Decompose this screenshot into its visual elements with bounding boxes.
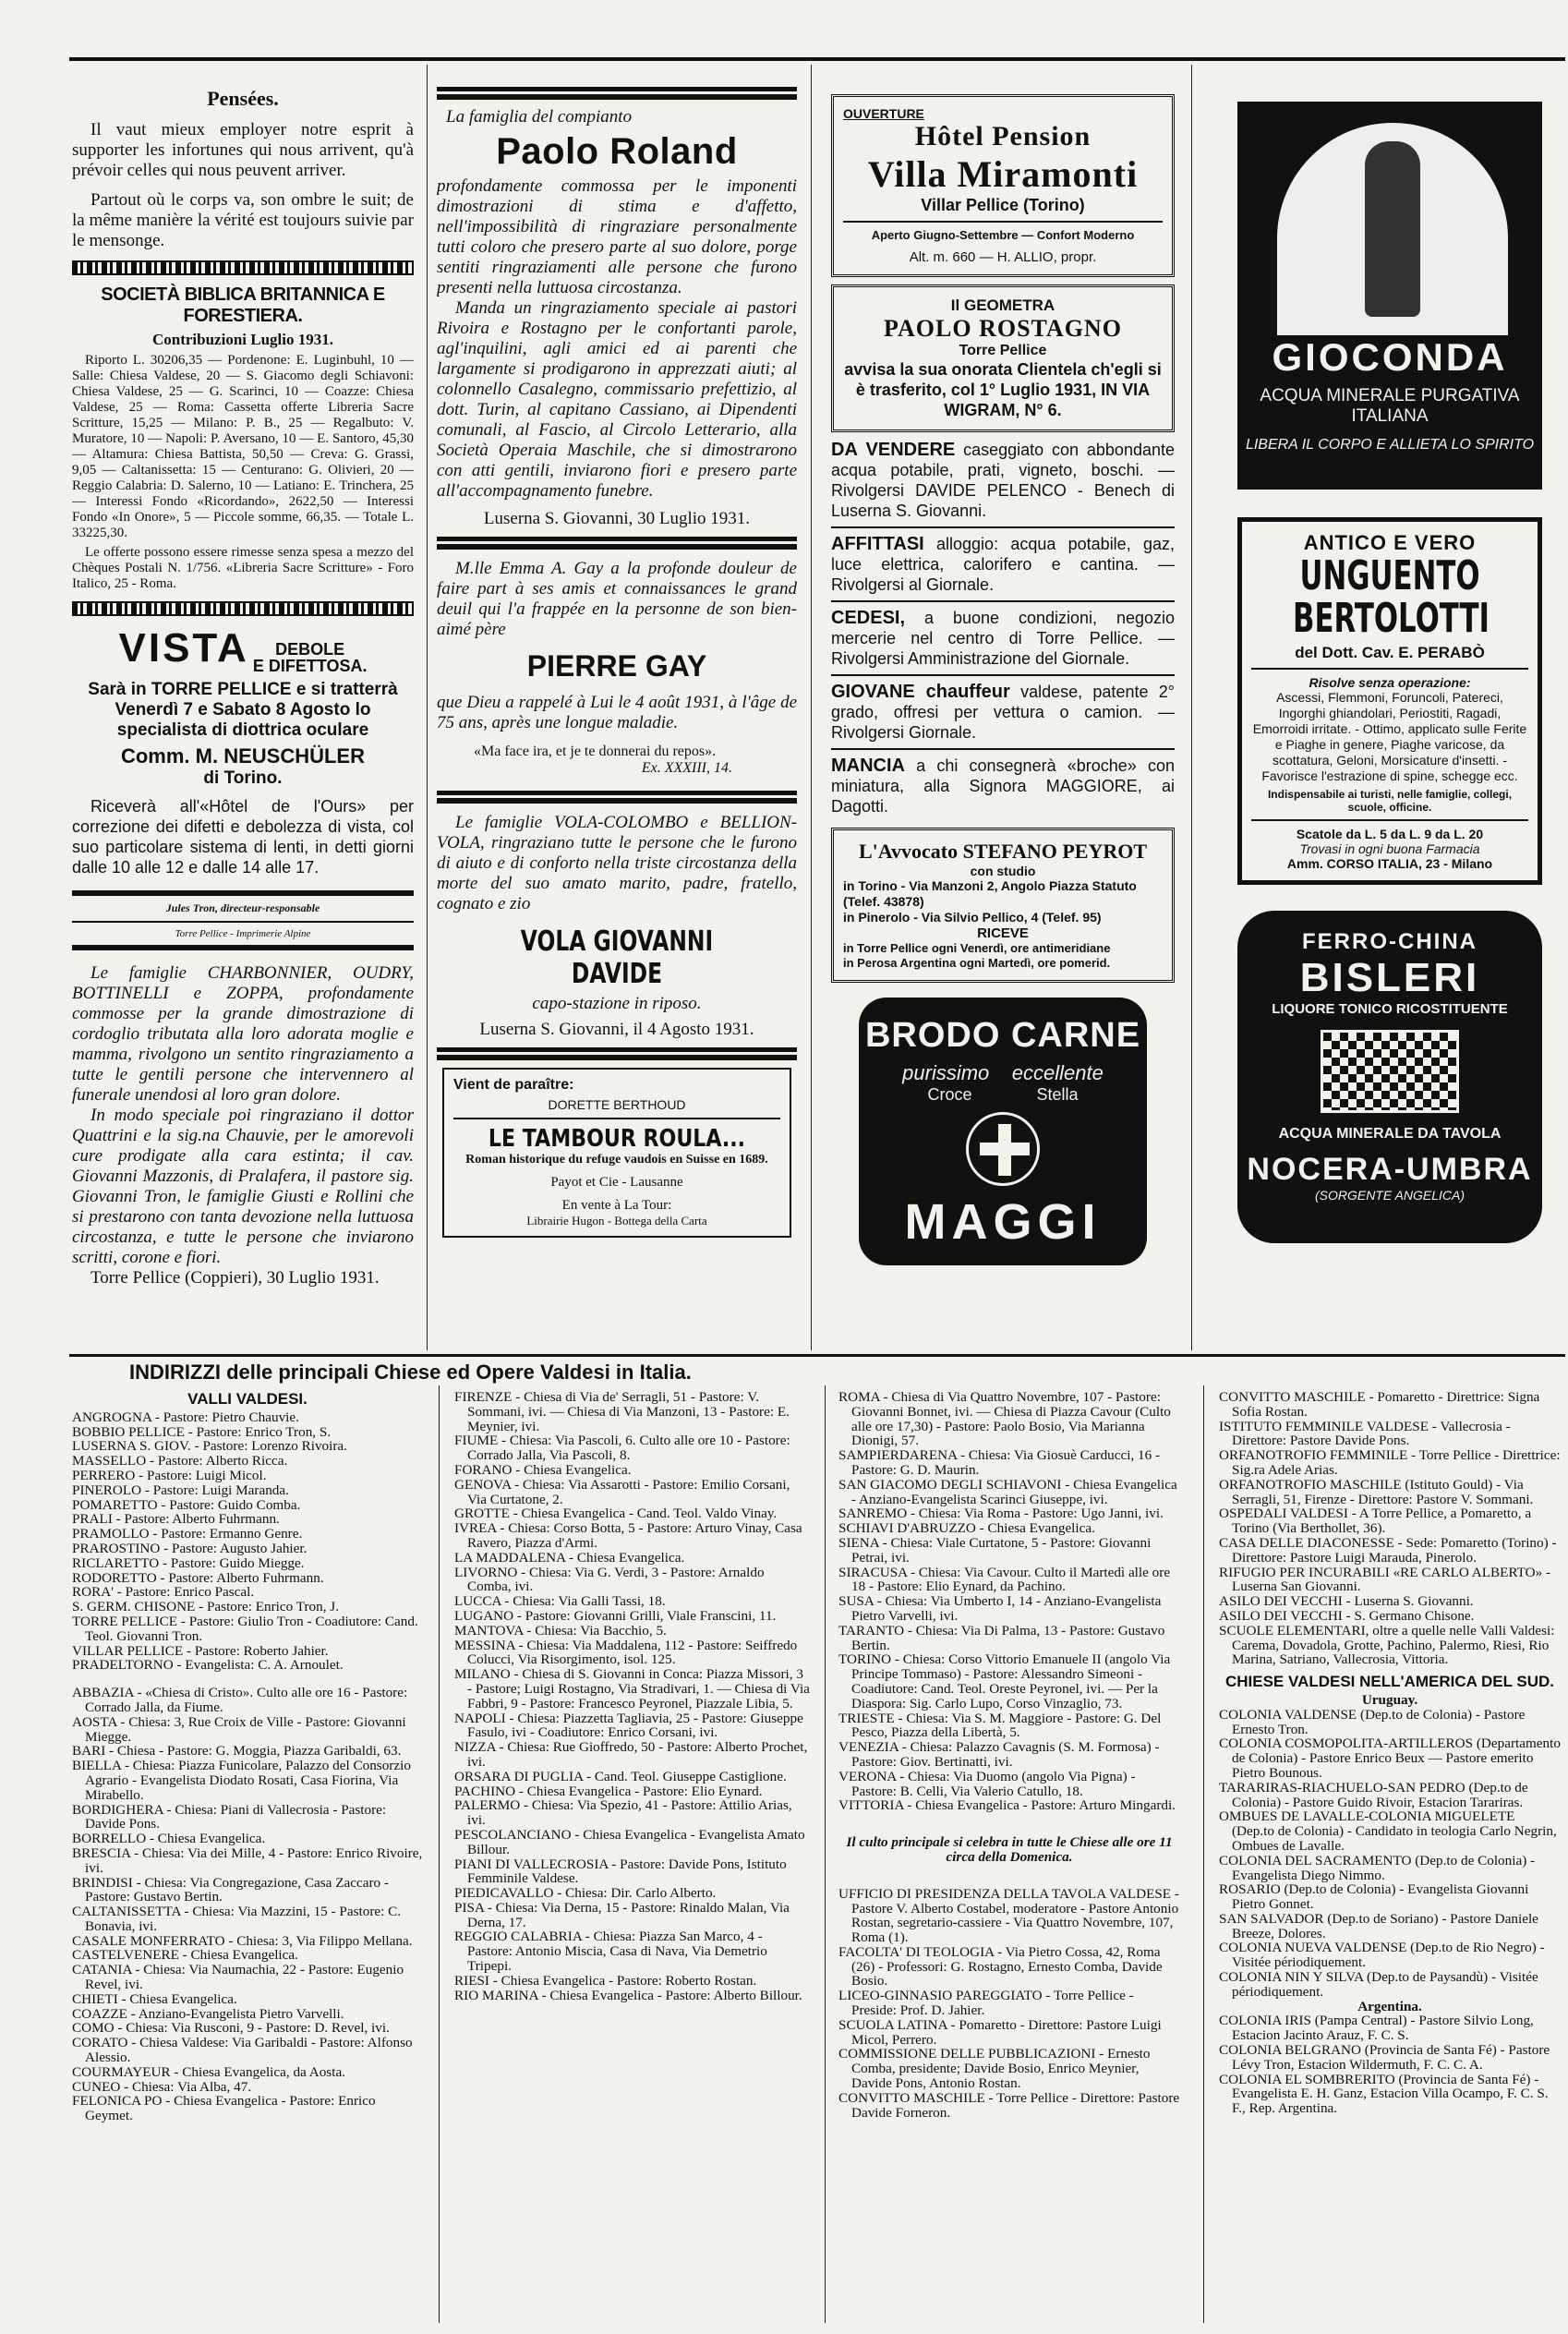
column-divider bbox=[811, 65, 812, 1350]
column-divider bbox=[427, 65, 428, 1350]
directory-entry: POMARETTO - Pastore: Guido Comba. bbox=[72, 1496, 301, 1513]
directory-entry: CATANIA - Chiesa: Via Naumachia, 22 - Pastore: Eugenio Revel, ivi. bbox=[72, 1962, 404, 1993]
directory-entry: MESSINA - Chiesa: Via Maddalena, 112 - Pastore: Seiffredo Colucci, Via Risorgimento, isol. 125. bbox=[454, 1637, 798, 1668]
directory-entry: VERONA - Chiesa: Via Duomo (angolo Via Pigna) - Pastore: B. Celli, Via Valerio Catullo, 18. bbox=[838, 1768, 1136, 1799]
maggi-logo: MAGGI bbox=[904, 1194, 1102, 1250]
vista-heading bbox=[72, 625, 414, 674]
directory-entry: PERRERO - Pastore: Luigi Micol. bbox=[72, 1467, 267, 1483]
vista-text: Sarà in TORRE PELLICE e si tratterrà Venerdì 7 e Sabato 8 Agosto lo specialista di diottrica oculare bbox=[88, 680, 398, 741]
lawyer-address: in Torino - Via Manzoni 2, Angolo Piazza Statuto (Telef. 43878) bbox=[843, 878, 1137, 909]
pensees-paragraph: Partout où le corps va, son ombre le suit; de la même manière la vérité est toujours suivie par le mensonge. bbox=[72, 190, 414, 250]
directory-entry: FIUME - Chiesa: Via Pascoli, 6. Culto alle ore 10 - Pastore: Corrado Jalla, Via Pascoli, 8. bbox=[454, 1433, 790, 1464]
vista-title: VISTA bbox=[118, 625, 249, 671]
directory-entry: LIVORNO - Chiesa: Via G. Verdi, 3 - Pastore: Arnaldo Comba, ivi. bbox=[454, 1564, 765, 1595]
ad-text: caseggiato con abbondante acqua potabile, prati, vigneto, boschi. — Rivolgersi DAVIDE PELENCO - Benech di Luserna S. Giovanni. bbox=[831, 441, 1175, 520]
gay-text: M.lle Emma A. Gay a la profonde douleur de faire part à ses amis et connaissances le grand deuil qui l'a frappée en la personne de son bien-aimé père bbox=[437, 559, 797, 639]
directory-entry: PISA - Chiesa: Via Derna, 15 - Pastore: Rinaldo Malan, Via Derna, 17. bbox=[454, 1899, 790, 1930]
ad-heading: GIOVANE chauffeur bbox=[831, 682, 1010, 702]
directory-entry: SIENA - Chiesa: Viale Curtatone, 5 - Pastore: Giovanni Petrai, ivi. bbox=[838, 1534, 1152, 1566]
column-3 bbox=[831, 74, 1175, 1348]
directory-entry: LICEO-GINNASIO PAREGGIATO - Torre Pellice - Preside: Prof. D. Jahier. bbox=[838, 1988, 1134, 2019]
thanks-notice: Le famiglie CHARBONNIER, OUDRY, BOTTINELLI e ZOPPA, profondamente commosse per la grande dimostrazione di cordoglio tributata alla loro adorata moglie e mamma, rivolgono un sentito ringraziamento a tutte le gentili persone che intervennero al funerale unendosi al loro gran dolore. bbox=[72, 963, 414, 1106]
hotel-location: Villar Pellice (Torino) bbox=[921, 196, 1085, 214]
directory-entry: ISTITUTO FEMMINILE VALDESE - Vallecrosia - Direttore: Pastore Davide Pons. bbox=[1219, 1418, 1511, 1449]
directory-entry: RIFUGIO PER INCURABILI «RE CARLO ALBERTO» - Luserna San Giovanni. bbox=[1219, 1564, 1551, 1595]
church-list bbox=[1219, 1708, 1561, 2000]
roland-signature: Luserna S. Giovanni, 30 Luglio 1931. bbox=[483, 509, 751, 528]
directory-entry: VENEZIA - Chiesa: Palazzo Cavagnis (S. M. Formosa) - Pastore: Giov. Bertinatti, ivi. bbox=[838, 1739, 1160, 1770]
rule bbox=[1251, 819, 1528, 821]
maggi-stella: Stella bbox=[1036, 1085, 1079, 1104]
directory-entry: GROTTE - Chiesa Evangelica - Cand. Teol. Valdo Vinay. bbox=[454, 1506, 778, 1522]
rule bbox=[843, 221, 1163, 223]
directory-entry: SAN SALVADOR (Dep.to de Soriano) - Pastore Daniele Breeze, Dolores. bbox=[1219, 1910, 1538, 1941]
bisleri-sorgente: (SORGENTE ANGELICA) bbox=[1314, 1188, 1465, 1203]
bisleri-nocera: NOCERA-UMBRA bbox=[1247, 1152, 1533, 1187]
directory-entry: RICLARETTO - Pastore: Guido Miegge. bbox=[72, 1554, 305, 1571]
valli-title: VALLI VALDESI. bbox=[187, 1390, 308, 1408]
classified-ad bbox=[831, 534, 1175, 595]
directory-entry: FELONICA PO - Chiesa Evangelica - Pastore: Enrico Geymet. bbox=[72, 2093, 376, 2124]
directory-entry: ORFANOTROFIO MASCHILE (Istituto Gould) - Via Serragli, 51, Firenze - Direttore: Pastore V. Sommani. bbox=[1219, 1476, 1534, 1507]
rule bbox=[831, 600, 1175, 602]
directory-entry: COURMAYEUR - Chiesa Evangelica, da Aosta. bbox=[72, 2063, 345, 2080]
directory-entry: ANGROGNA - Pastore: Pietro Chauvie. bbox=[72, 1409, 299, 1425]
black-bar bbox=[437, 537, 797, 550]
gioconda-name: GIOCONDA bbox=[1272, 335, 1508, 379]
unguento-sub: Risolve senza operazione: bbox=[1309, 675, 1471, 690]
directory-entry: LUSERNA S. GIOV. - Pastore: Lorenzo Rivoira. bbox=[72, 1438, 347, 1455]
decorative-border bbox=[72, 260, 414, 275]
directory-entry: FORANO - Chiesa Evangelica. bbox=[454, 1461, 632, 1478]
societa-note: Le offerte possono essere rimesse senza spesa a mezzo del Chèques Postali N. 1/756. «Libreria Sacre Scritture» - Foro Italico, 25 - Roma. bbox=[72, 545, 414, 591]
directory-entry: BORDIGHERA - Chiesa: Piani di Vallecrosia - Pastore: Davide Pons. bbox=[72, 1801, 387, 1832]
directory-entry: RODORETTO - Pastore: Alberto Fuhrmann. bbox=[72, 1569, 324, 1586]
column-divider bbox=[825, 1385, 826, 2323]
directory-entry: LUCCA - Chiesa: Via Galli Tassi, 18. bbox=[454, 1593, 666, 1610]
directory-entry: LUGANO - Pastore: Giovanni Grilli, Viale Franscini, 11. bbox=[454, 1607, 777, 1624]
classified-ad bbox=[831, 608, 1175, 669]
directory-entry: VITTORIA - Chiesa Evangelica - Pastore: Arturo Mingardi. bbox=[838, 1797, 1176, 1814]
directory-entry: PIANI DI VALLECROSIA - Pastore: Davide Pons, Istituto Femminile Valdese. bbox=[454, 1856, 787, 1887]
tambour-ad bbox=[442, 1068, 791, 1238]
directory-entry: COLONIA NUEVA VALDENSE (Dep.to de Rio Negro) - Visitée périodiquement. bbox=[1219, 1940, 1545, 1971]
directory-column-2 bbox=[454, 1390, 810, 2323]
black-bar bbox=[437, 791, 797, 804]
directory-entry: SIRACUSA - Chiesa: Via Cavour. Culto il Martedì alle ore 18 - Pastore: Elio Eynard, da Pachino. bbox=[838, 1564, 1171, 1595]
directory-entry: ROSARIO (Dep.to de Colonia) - Evangelista Giovanni Pietro Gonnet. bbox=[1219, 1881, 1529, 1913]
directory-entry: SANREMO - Chiesa: Via Roma - Pastore: Ugo Janni, ivi. bbox=[838, 1506, 1164, 1522]
directory-entry: PRAMOLLO - Pastore: Ermanno Genre. bbox=[72, 1526, 303, 1542]
directory-entry: NAPOLI - Chiesa: Piazzetta Tagliavia, 25 - Pastore: Giuseppe Fasulo, ivi - Coadiutore: Enrico Corsani, ivi. bbox=[454, 1710, 803, 1741]
rule bbox=[831, 674, 1175, 676]
directory-entry: MANTOVA - Chiesa: Via Bacchio, 5. bbox=[454, 1622, 667, 1639]
roland-text: profondamente commossa per le imponenti dimostrazioni di stima e d'affetto, nell'impossibilità di ringraziare personalmente tutti coloro che presero parte al suo dolore, porge sentiti ringraziamenti alle persone che furono presenti nella luttuosa circostanza. bbox=[437, 176, 797, 297]
list-gap bbox=[838, 1813, 1180, 1826]
rule bbox=[72, 890, 414, 896]
hotel-season: Aperto Giugno-Settembre — Confort Moderno bbox=[871, 228, 1135, 242]
directory-entry: SAN GIACOMO DEGLI SCHIAVONI - Chiesa Evangelica - Anziano-Evangelista Scarinci Giuseppe, ivi. bbox=[838, 1476, 1177, 1507]
vola-signature: Luserna S. Giovanni, il 4 Agosto 1931. bbox=[479, 1020, 754, 1039]
vista-specialist-city: di Torino. bbox=[203, 768, 283, 789]
directory-entry: REGGIO CALABRIA - Chiesa: Piazza San Marco, 4 - Pastore: Antonio Miscia, Casa di Nava, Via Demetrio Tripepi. bbox=[454, 1929, 767, 1975]
directory-entry: COLONIA DEL SACRAMENTO (Dep.to de Colonia) - Evangelista Diego Nimmo. bbox=[1219, 1852, 1536, 1883]
ad-heading: AFFITTASI bbox=[831, 534, 924, 554]
lawyer-hours: in Torre Pellice ogni Venerdì, ore antimeridiane bbox=[843, 941, 1111, 955]
directory-entry: PALERMO - Chiesa: Via Spezio, 41 - Pastore: Attilio Arias, ivi. bbox=[454, 1797, 792, 1829]
directory-entry: CALTANISSETTA - Chiesa: Via Mazzini, 15 - Pastore: C. Bonavia, ivi. bbox=[72, 1904, 402, 1934]
directory-entry: BRESCIA - Chiesa: Via dei Mille, 4 - Pastore: Enrico Rivoire, ivi. bbox=[72, 1844, 423, 1876]
unguento-antico: ANTICO E VERO bbox=[1303, 531, 1477, 554]
bisleri-acqua: ACQUA MINERALE DA TAVOLA bbox=[1278, 1126, 1502, 1142]
maggi-tag-b: eccellente bbox=[1011, 1061, 1104, 1084]
tambour-head: Vient de paraître: bbox=[453, 1077, 574, 1093]
gioconda-sub: ACQUA MINERALE PURGATIVA ITALIANA bbox=[1260, 386, 1520, 426]
directory-entry: LA MADDALENA - Chiesa Evangelica. bbox=[454, 1549, 685, 1566]
geometra-ad bbox=[831, 284, 1175, 432]
geometra-text: avvisa la sua onorata Clientela ch'egli si è trasferito, col 1° Luglio 1931, IN VIA WIGRAM, N° 6. bbox=[844, 360, 1162, 419]
list-gap bbox=[72, 1673, 423, 1686]
maggi-croce: Croce bbox=[927, 1085, 972, 1104]
ad-heading: DA VENDERE bbox=[831, 440, 956, 460]
directory-entry: TRIESTE - Chiesa: Via S. M. Maggiore - Pastore: G. Del Pesco, Piazza della Libertà, 5. bbox=[838, 1710, 1162, 1741]
maggi-tagline bbox=[859, 1061, 1147, 1085]
column-4 bbox=[1237, 74, 1542, 1348]
gay-quote: «Ma face ira, et je te donnerai du repos». bbox=[474, 744, 717, 759]
directory-entry: SCHIAVI D'ABRUZZO - Chiesa Evangelica. bbox=[838, 1520, 1095, 1537]
directory-entry: FIRENZE - Chiesa di Via de' Serragli, 51 - Pastore: V. Sommani, ivi. — Chiesa di Via Manzoni, 13 - Pastore: E. Meynier, ivi. bbox=[454, 1390, 790, 1434]
column-divider bbox=[439, 1385, 440, 2323]
classified-ad bbox=[831, 682, 1175, 743]
directory-title: INDIRIZZI delle principali Chiese ed Opere Valdesi in Italia. bbox=[129, 1360, 692, 1384]
geometra-name: PAOLO ROSTAGNO bbox=[884, 315, 1122, 342]
directory-entry: IVREA - Chiesa: Corso Botta, 5 - Pastore: Arturo Vinay, Casa Ravero, Piazza d'Armi. bbox=[454, 1520, 802, 1551]
rule bbox=[1251, 668, 1528, 670]
unguento-ad bbox=[1237, 517, 1542, 885]
classified-ad bbox=[831, 756, 1175, 816]
directory-entry: AOSTA - Chiesa: 3, Rue Croix de Ville - Pastore: Giovanni Miegge. bbox=[72, 1713, 406, 1745]
directory-entry: PACHINO - Chiesa Evangelica - Pastore: Elio Eynard. bbox=[454, 1783, 763, 1799]
vista-side bbox=[253, 641, 368, 674]
lawyer-sub: con studio bbox=[970, 864, 1036, 878]
directory-entry: SCUOLE ELEMENTARI, oltre a quelle nelle Valli Valdesi: Carema, Dovadola, Grotte, Pachino, Palermo, Riesi, Rio Marina, Satriano, Vallecrosia, Vittoria. bbox=[1219, 1622, 1555, 1668]
gioconda-ad bbox=[1237, 102, 1542, 490]
directory-entry: COLONIA NIN Y SILVA (Dep.to de Paysandù) - Visitée périodiquement. bbox=[1219, 1969, 1538, 2000]
tambour-title: LE TAMBOUR ROULA... bbox=[488, 1125, 746, 1153]
vista-side-1: DEBOLE bbox=[275, 640, 345, 659]
unguento-note: Indispensabile ai turisti, nelle famiglie, collegi, scuole, officine. bbox=[1267, 788, 1513, 814]
directory-column-3 bbox=[838, 1390, 1180, 2323]
directory-column-1 bbox=[72, 1390, 423, 2323]
hotel-title-2: Villa Miramonti bbox=[867, 153, 1139, 195]
unguento-text: Ascessi, Flemmoni, Foruncoli, Patereci, Ingorghi ghiandolari, Periostiti, Ragadi, Emorroidi irritate. - Ottimo, applicato sulle Ferite e Piaghe in genere, Piaghe varicose, da scottatura, Geloni, Morsicature d'insetti. - Favorisce l'estrazione di spine, schegge ecc. bbox=[1252, 690, 1527, 783]
vista-specialist-name: Comm. M. NEUSCHÜLER bbox=[120, 744, 365, 768]
directory-entry: BORRELLO - Chiesa Evangelica. bbox=[72, 1831, 266, 1847]
societa-subtitle: Contribuzioni Luglio 1931. bbox=[151, 331, 333, 348]
top-rule bbox=[69, 57, 1565, 61]
ad-text: alloggio: acqua potabile, gaz, luce elettrica, calorifero e cantina. — Rivolgersi al Giornale. bbox=[831, 535, 1175, 594]
church-list bbox=[838, 1390, 1180, 2120]
gay-reference: Ex. XXXIII, 14. bbox=[641, 760, 732, 776]
black-bar bbox=[437, 87, 797, 100]
rule bbox=[72, 921, 414, 923]
directory-entry: ORSARA DI PUGLIA - Cand. Teol. Giuseppe Castiglione. bbox=[454, 1768, 787, 1784]
geometra-city: Torre Pellice bbox=[959, 343, 1047, 358]
rule bbox=[831, 526, 1175, 528]
tambour-shops: Librairie Hugon - Bottega della Carta bbox=[526, 1214, 707, 1227]
directory-entry: BOBBIO PELLICE - Pastore: Enrico Tron, S. bbox=[72, 1423, 332, 1440]
directory-entry: CASA DELLE DIACONESSE - Sede: Pomaretto (Torino) - Direttore: Pastore Luigi Marauda, Pinerolo. bbox=[1219, 1534, 1557, 1566]
vista-details: Riceverà all'«Hôtel de l'Ours» per correzione dei difetti e debolezza di vista, col suo particolare sistema di lenti, in detti giorni dalle 10 alle 12 e dalle 14 alle 17. bbox=[72, 797, 414, 877]
directory-entry: OMBUES DE LAVALLE-COLONIA MIGUELETE (Dep.to de Colonia) - Candidato in teologia Carlo Negrin, Ombues de Lavalle. bbox=[1219, 1808, 1557, 1854]
church-list bbox=[454, 1390, 810, 2002]
directory-column-4 bbox=[1219, 1390, 1561, 2323]
hotel-altitude: Alt. m. 660 — H. ALLIO, propr. bbox=[909, 249, 1097, 265]
ad-heading: CEDESI, bbox=[831, 608, 906, 628]
directory-entry: CUNEO - Chiesa: Via Alba, 47. bbox=[72, 2078, 252, 2095]
vola-text: Le famiglie VOLA-COLOMBO e BELLION-VOLA, ringraziano tutte le persone che le furono di aiuto e di conforto nella triste circostanza della morte del suo amato marito, padre, fratello, cognato e zio bbox=[437, 813, 797, 913]
maggi-ad bbox=[859, 998, 1147, 1265]
list-gap bbox=[838, 1874, 1180, 1887]
directory-entry: PRALI - Pastore: Alberto Fuhrmann. bbox=[72, 1511, 280, 1528]
printer-line: Torre Pellice - Imprimerie Alpine bbox=[175, 928, 311, 940]
decorative-border bbox=[72, 601, 414, 616]
directory-entry: CHIETI - Chiesa Evangelica. bbox=[72, 1990, 237, 2007]
directory-entry: PINEROLO - Pastore: Luigi Maranda. bbox=[72, 1481, 289, 1498]
directory-entry: ORFANOTROFIO FEMMINILE - Torre Pellice - Direttrice: Sig.ra Adele Arias. bbox=[1219, 1447, 1561, 1478]
column-divider bbox=[1203, 1385, 1204, 2323]
directory-entry: COMO - Chiesa: Via Rusconi, 9 - Pastore: D. Revel, ivi. bbox=[72, 2020, 390, 2037]
unguento-address: Amm. CORSO ITALIA, 23 - Milano bbox=[1286, 856, 1493, 871]
directory-entry: ABBAZIA - «Chiesa di Cristo». Culto alle ore 16 - Pastore: Corrado Jalla, da Fiume. bbox=[72, 1685, 408, 1715]
directory-entry: S. GERM. CHISONE - Pastore: Enrico Tron, J. bbox=[72, 1599, 339, 1615]
pensees-title: Pensées. bbox=[207, 87, 279, 110]
directory-entry: ROMA - Chiesa di Via Quattro Novembre, 107 - Pastore: Giovanni Bonnet, ivi. — Chiesa di Piazza Cavour (Culto alle ore 17,30) - Pastore: Paolo Bosio, Via Marianna Dionigi, 57. bbox=[838, 1390, 1171, 1449]
roland-text-2: Manda un ringraziamento speciale ai pastori Rivoira e Rostagno per le confortanti parole, agl'inquilini, agli amici ed ai parenti che largamente si prodigarono in apprezzati aiuti; al colonnello Casalegno, commissario prefettizio, al dott. Turin, al capitano Cassiano, ai Dipendenti comunali, al Fascio, al Circolo Letterario, alla Società Operaia Maschile, che si dimostrarono con atti gentili, inviarono fiori e presero parte all'accompagnamento funebre. bbox=[437, 298, 797, 501]
directory-entry: PRAROSTINO - Pastore: Augusto Jahier. bbox=[72, 1540, 308, 1556]
vista-side-2: E DIFETTOSA. bbox=[252, 657, 368, 676]
lawyer-address: in Pinerolo - Via Silvio Pellico, 4 (Telef. 95) bbox=[843, 910, 1102, 925]
thanks-signature: Torre Pellice (Coppieri), 30 Luglio 1931. bbox=[90, 1268, 380, 1288]
gay-name: PIERRE GAY bbox=[526, 649, 707, 683]
directory-entry: FACOLTA' DI TEOLOGIA - Via Pietro Cossa, 42, Roma (26) - Professori: G. Rostagno, Ernesto Comba, Davide Bosio. bbox=[838, 1943, 1163, 1989]
black-bar bbox=[437, 1047, 797, 1060]
roland-name: Paolo Roland bbox=[496, 131, 738, 172]
checkered-pattern bbox=[1321, 1030, 1459, 1113]
lawyer-ad bbox=[831, 828, 1175, 983]
argentina-heading: Argentina. bbox=[1357, 1998, 1422, 2014]
directory-entry: Il culto principale si celebra in tutte le Chiese alle ore 11 circa della Domenica. bbox=[846, 1834, 1173, 1865]
directory-entry: PIEDICAVALLO - Chiesa: Dir. Carlo Alberto. bbox=[454, 1885, 717, 1902]
directory-entry: COLONIA BELGRANO (Provincia de Santa Fé) - Pastore Lévy Tron, Estacion Wildermuth, F. C. C. A. bbox=[1219, 2042, 1550, 2073]
directory-entry: COMMISSIONE DELLE PUBBLICAZIONI - Ernesto Comba, presidente; Davide Bosio, Enrico Meynier, Davide Pons, Antonio Rostan. bbox=[838, 2046, 1151, 2092]
hotel-ad bbox=[831, 94, 1175, 277]
directory-entry: PESCOLANCIANO - Chiesa Evangelica - Evangelista Amato Billour. bbox=[454, 1826, 805, 1857]
directory-entry: NIZZA - Chiesa: Rue Gioffredo, 50 - Pastore: Alberto Prochet, ivi. bbox=[454, 1739, 808, 1770]
directory-entry: CASTELVENERE - Chiesa Evangelica. bbox=[72, 1947, 298, 1964]
bisleri-ad bbox=[1237, 911, 1542, 1243]
maggi-title: BRODO CARNE bbox=[864, 1016, 1141, 1055]
geometra-head: Il GEOMETRA bbox=[950, 296, 1055, 314]
directory-entry: SUSA - Chiesa: Via Umberto I, 14 - Anziano-Evangelista Pietro Varvelli, ivi. bbox=[838, 1593, 1162, 1624]
cross-star-icon bbox=[966, 1112, 1040, 1186]
roland-intro: La famiglia del compianto bbox=[446, 107, 633, 127]
directory-entry: UFFICIO DI PRESIDENZA DELLA TAVOLA VALDESE - Pastore V. Alberto Costabel, moderatore - Pastore Antonio Rostan, segretario-cassiere - Via Quattro Novembre, 107, Roma (1). bbox=[838, 1885, 1179, 1946]
directory-entry: COLONIA IRIS (Pampa Central) - Pastore Silvio Long, Estacion Jacinto Arauz, F. C. S. bbox=[1219, 2013, 1534, 2044]
directory-entry: ASILO DEI VECCHI - Luserna S. Giovanni. bbox=[1219, 1593, 1474, 1610]
lawyer-hours: in Perosa Argentina ogni Martedì, ore pomerid. bbox=[843, 956, 1111, 970]
directory-entry: TARANTO - Chiesa: Via Di Palma, 13 - Pastore: Gustavo Bertin. bbox=[838, 1622, 1165, 1653]
hotel-opening: OUVERTURE bbox=[843, 106, 924, 121]
societa-title: SOCIETÀ BIBLICA BRITANNICA E FORESTIERA. bbox=[101, 284, 385, 326]
ad-heading: MANCIA bbox=[831, 756, 905, 776]
church-list bbox=[72, 1410, 423, 2123]
directory-entry: COAZZE - Anziano-Evangelista Pietro Varvelli. bbox=[72, 2005, 344, 2022]
rule bbox=[831, 748, 1175, 750]
directory-entry: BRINDISI - Chiesa: Via Congregazione, Casa Zaccaro - Pastore: Gustavo Bertin. bbox=[72, 1874, 389, 1905]
directory-entry: RIESI - Chiesa Evangelica - Pastore: Roberto Rostan. bbox=[454, 1972, 757, 1989]
thanks-notice-2: In modo speciale poi ringraziano il dottor Quattrini e la sig.na Chauvie, per le amorevoli cure prodigate alla cara estinta; il cav. Giovanni Mazzonis, di Pralafera, il pastore sig. Giovanni Tron, le famiglie Giusti e Rollini che si prestarono con tanta devozione nella luttuosa circostanza, e tutte le persone che inviarono scritti, corone e fiori. bbox=[72, 1106, 414, 1268]
unguento-title: UNGUENTO bbox=[1299, 552, 1480, 599]
directory-entry: TORRE PELLICE - Pastore: Giulio Tron - Coadiutore: Cand. Teol. Giovanni Tron. bbox=[72, 1613, 418, 1644]
gay-text-2: que Dieu a rappelé à Lui le 4 août 1931, à l'âge de 75 ans, après une longue maladie. bbox=[437, 693, 797, 732]
maggi-tag-a: purissimo bbox=[902, 1061, 990, 1084]
directory-entry: COLONIA VALDENSE (Dep.to de Colonia) - Pastore Ernesto Tron. bbox=[1219, 1706, 1526, 1737]
directory-entry: CASALE MONFERRATO - Chiesa: 3, Via Filippo Mellana. bbox=[72, 1932, 413, 1949]
unguento-price: Scatole da L. 5 da L. 9 da L. 20 bbox=[1296, 827, 1484, 841]
ad-text: a chi consegnerà «broche» con miniatura, alla Signora MAGGIORE, ai Dagotti. bbox=[831, 756, 1175, 816]
directory-entry: CONVITTO MASCHILE - Pomaretto - Direttrice: Signa Sofia Rostan. bbox=[1219, 1390, 1540, 1420]
church-list bbox=[1219, 2014, 1561, 2116]
vola-role: capo-stazione in riposo. bbox=[532, 994, 702, 1013]
directory-entry: COLONIA COSMOPOLITA-ARTILLEROS (Departamento de Colonia) - Pastore Enrico Beux — Pastore emerito Pietro Bounous. bbox=[1219, 1735, 1561, 1781]
column-2 bbox=[437, 74, 797, 1348]
maggi-cross-labels bbox=[859, 1085, 1147, 1105]
bisleri-ferro-china: FERRO-CHINA bbox=[1302, 929, 1478, 954]
directory-entry: BARI - Chiesa - Pastore: G. Moggia, Piazza Garibaldi, 63. bbox=[72, 1743, 402, 1760]
rule bbox=[72, 945, 414, 950]
lawyer-riceve: RICEVE bbox=[977, 925, 1029, 941]
rule bbox=[453, 1118, 780, 1119]
directory-entry: TARARIRAS-RIACHUELO-SAN PEDRO (Dep.to de Colonia) - Pastore Guido Rivoir, Estacion Tarariras. bbox=[1219, 1779, 1528, 1810]
column-1 bbox=[72, 74, 414, 1348]
directory-entry: TORINO - Chiesa: Corso Vittorio Emanuele II (angolo Via Principe Tommaso) - Pastore: Alessandro Simeoni - Coadiutore: Cand. Teol. Oreste Peyronel, ivi. — Per la Diaspora: Sig. Carlo Lupo, Corso Vinzaglio, 73. bbox=[838, 1651, 1171, 1711]
pensees-paragraph: Il vaut mieux employer notre esprit à supporter les infortunes qui nous arrivent, qu'à prévoir celles qui nous peuvent arriver. bbox=[72, 120, 414, 180]
directory-entry: GENOVA - Chiesa: Via Assarotti - Pastore: Emilio Corsani, Via Curtatone, 2. bbox=[454, 1476, 790, 1507]
classified-ad bbox=[831, 440, 1175, 521]
tambour-author: DORETTE BERTHOUD bbox=[548, 1097, 686, 1112]
directory-entry: BIELLA - Chiesa: Piazza Funicolare, Palazzo del Consorzio Agrario - Evangelista Diodato Rosati, Casa Fiorina, Via Mirabello. bbox=[72, 1758, 411, 1803]
directory-entry: CORATO - Chiesa Valdese: Via Garibaldi - Pastore: Alfonso Alessio. bbox=[72, 2035, 413, 2066]
ad-text: a buone condizioni, negozio mercerie nel centro di Torre Pellice. — Rivolgersi Amministrazione del Giornale. bbox=[831, 609, 1175, 668]
unguento-shop: Trovasi in ogni buona Farmacia bbox=[1299, 841, 1480, 856]
ad-text: valdese, patente 2° grado, offresi per vettura o camion. — Rivolgersi Giornale. bbox=[831, 683, 1175, 742]
column-divider bbox=[1191, 65, 1192, 1350]
directory-entry: ASILO DEI VECCHI - S. Germano Chisone. bbox=[1219, 1607, 1475, 1624]
unguento-doctor: del Dott. Cav. E. PERABÒ bbox=[1295, 644, 1485, 661]
directory-entry: RIO MARINA - Chiesa Evangelica - Pastore: Alberto Billour. bbox=[454, 1987, 802, 2003]
directory-entry: MILANO - Chiesa di S. Giovanni in Conca: Piazza Missori, 3 - Pastore; Luigi Rostagno, Via Stradivari, 1. — Chiesa di Via Fabbri, 9 - Pastore: Francesco Peyronel, Piazzale Libia, 5. bbox=[454, 1666, 810, 1711]
tambour-subtitle: Roman historique du refuge vaudois en Suisse en 1689. bbox=[465, 1153, 768, 1167]
gioconda-slogan: LIBERA IL CORPO E ALLIETA LO SPIRITO bbox=[1245, 437, 1535, 453]
directory-entry: MASSELLO - Pastore: Alberto Ricca. bbox=[72, 1453, 288, 1469]
bottle-icon bbox=[1365, 141, 1420, 317]
directory-entry: COLONIA EL SOMBRERITO (Provincia de Santa Fé) - Evangelista E. H. Ganz, Estacion Villa Ocampo, F. C. S. F., Rep. Argentina. bbox=[1219, 2071, 1549, 2117]
vola-name: VOLA GIOVANNI DAVIDE bbox=[520, 925, 714, 990]
bisleri-liquore: LIQUORE TONICO RICOSTITUENTE bbox=[1272, 1001, 1508, 1017]
church-list bbox=[1219, 1390, 1561, 1667]
lawyer-head: L'Avvocato STEFANO PEYROT bbox=[858, 840, 1148, 863]
middle-rule bbox=[69, 1354, 1565, 1357]
bisleri-name: BISLERI bbox=[1299, 955, 1480, 1000]
directory-entry: SCUOLA LATINA - Pomaretto - Direttore: Pastore Luigi Micol, Perrero. bbox=[838, 2016, 1162, 2048]
tambour-publisher: Payot et Cie - Lausanne bbox=[550, 1175, 683, 1190]
directory-entry: SAMPIERDARENA - Chiesa: Via Giosuè Carducci, 16 - Pastore: G. D. Maurin. bbox=[838, 1447, 1161, 1478]
gerant-line: Jules Tron, directeur-responsable bbox=[165, 901, 320, 915]
uruguay-heading: Uruguay. bbox=[1361, 1691, 1418, 1708]
societa-contributions: Riporto L. 30206,35 — Pordenone: E. Luginbuhl, 10 — Salle: Chiesa Valdese, 20 — S. Giacomo degli Schiavoni: Chiesa Valdese, 25 — G. Scarinci, 10 — Coazze: Chiesa Valdese, 25 — Roma: Cassetta offerte Libreria Sacre Scritture, 15,25 — Milano: P. B., 25 — Regalbuto: V. Muratore, 10 — Napoli: P. Aversano, 10 — E. Santoro, 45,30 — Altamura: Chiesa Battista, 50,50 — Creva: G. Grassi, 9,05 — Caltanissetta: 15 — Centurano: G. Olivieri, 20 — Reggio Calabria: D. Salerno, 10 — Latiano: E. Trinchera, 25 — Interessi Fondo «Ricordando», 2622,50 — Interessi Fondo «In Onore», 5 — Piccole somme, 66,35. — Totale L. 33225,30. bbox=[72, 353, 414, 540]
directory-entry: CONVITTO MASCHILE - Torre Pellice - Direttore: Pastore Davide Forneron. bbox=[838, 2089, 1180, 2121]
unguento-title-2: BERTOLOTTI bbox=[1293, 595, 1490, 642]
directory-entry: PRADELTORNO - Evangelista: C. A. Arnoulet. bbox=[72, 1657, 344, 1674]
hotel-title-1: Hôtel Pension bbox=[914, 121, 1092, 151]
directory-entry: RORA' - Pastore: Enrico Pascal. bbox=[72, 1584, 255, 1601]
directory-entry: OSPEDALI VALDESI - A Torre Pellice, a Pomaretto, a Torino (Via Berthollet, 36). bbox=[1219, 1506, 1532, 1537]
tambour-sale: En vente à La Tour: bbox=[561, 1198, 672, 1213]
sud-title: CHIESE VALDESI NELL'AMERICA DEL SUD. bbox=[1224, 1673, 1555, 1691]
directory-entry: VILLAR PELLICE - Pastore: Roberto Jahier. bbox=[72, 1642, 329, 1659]
